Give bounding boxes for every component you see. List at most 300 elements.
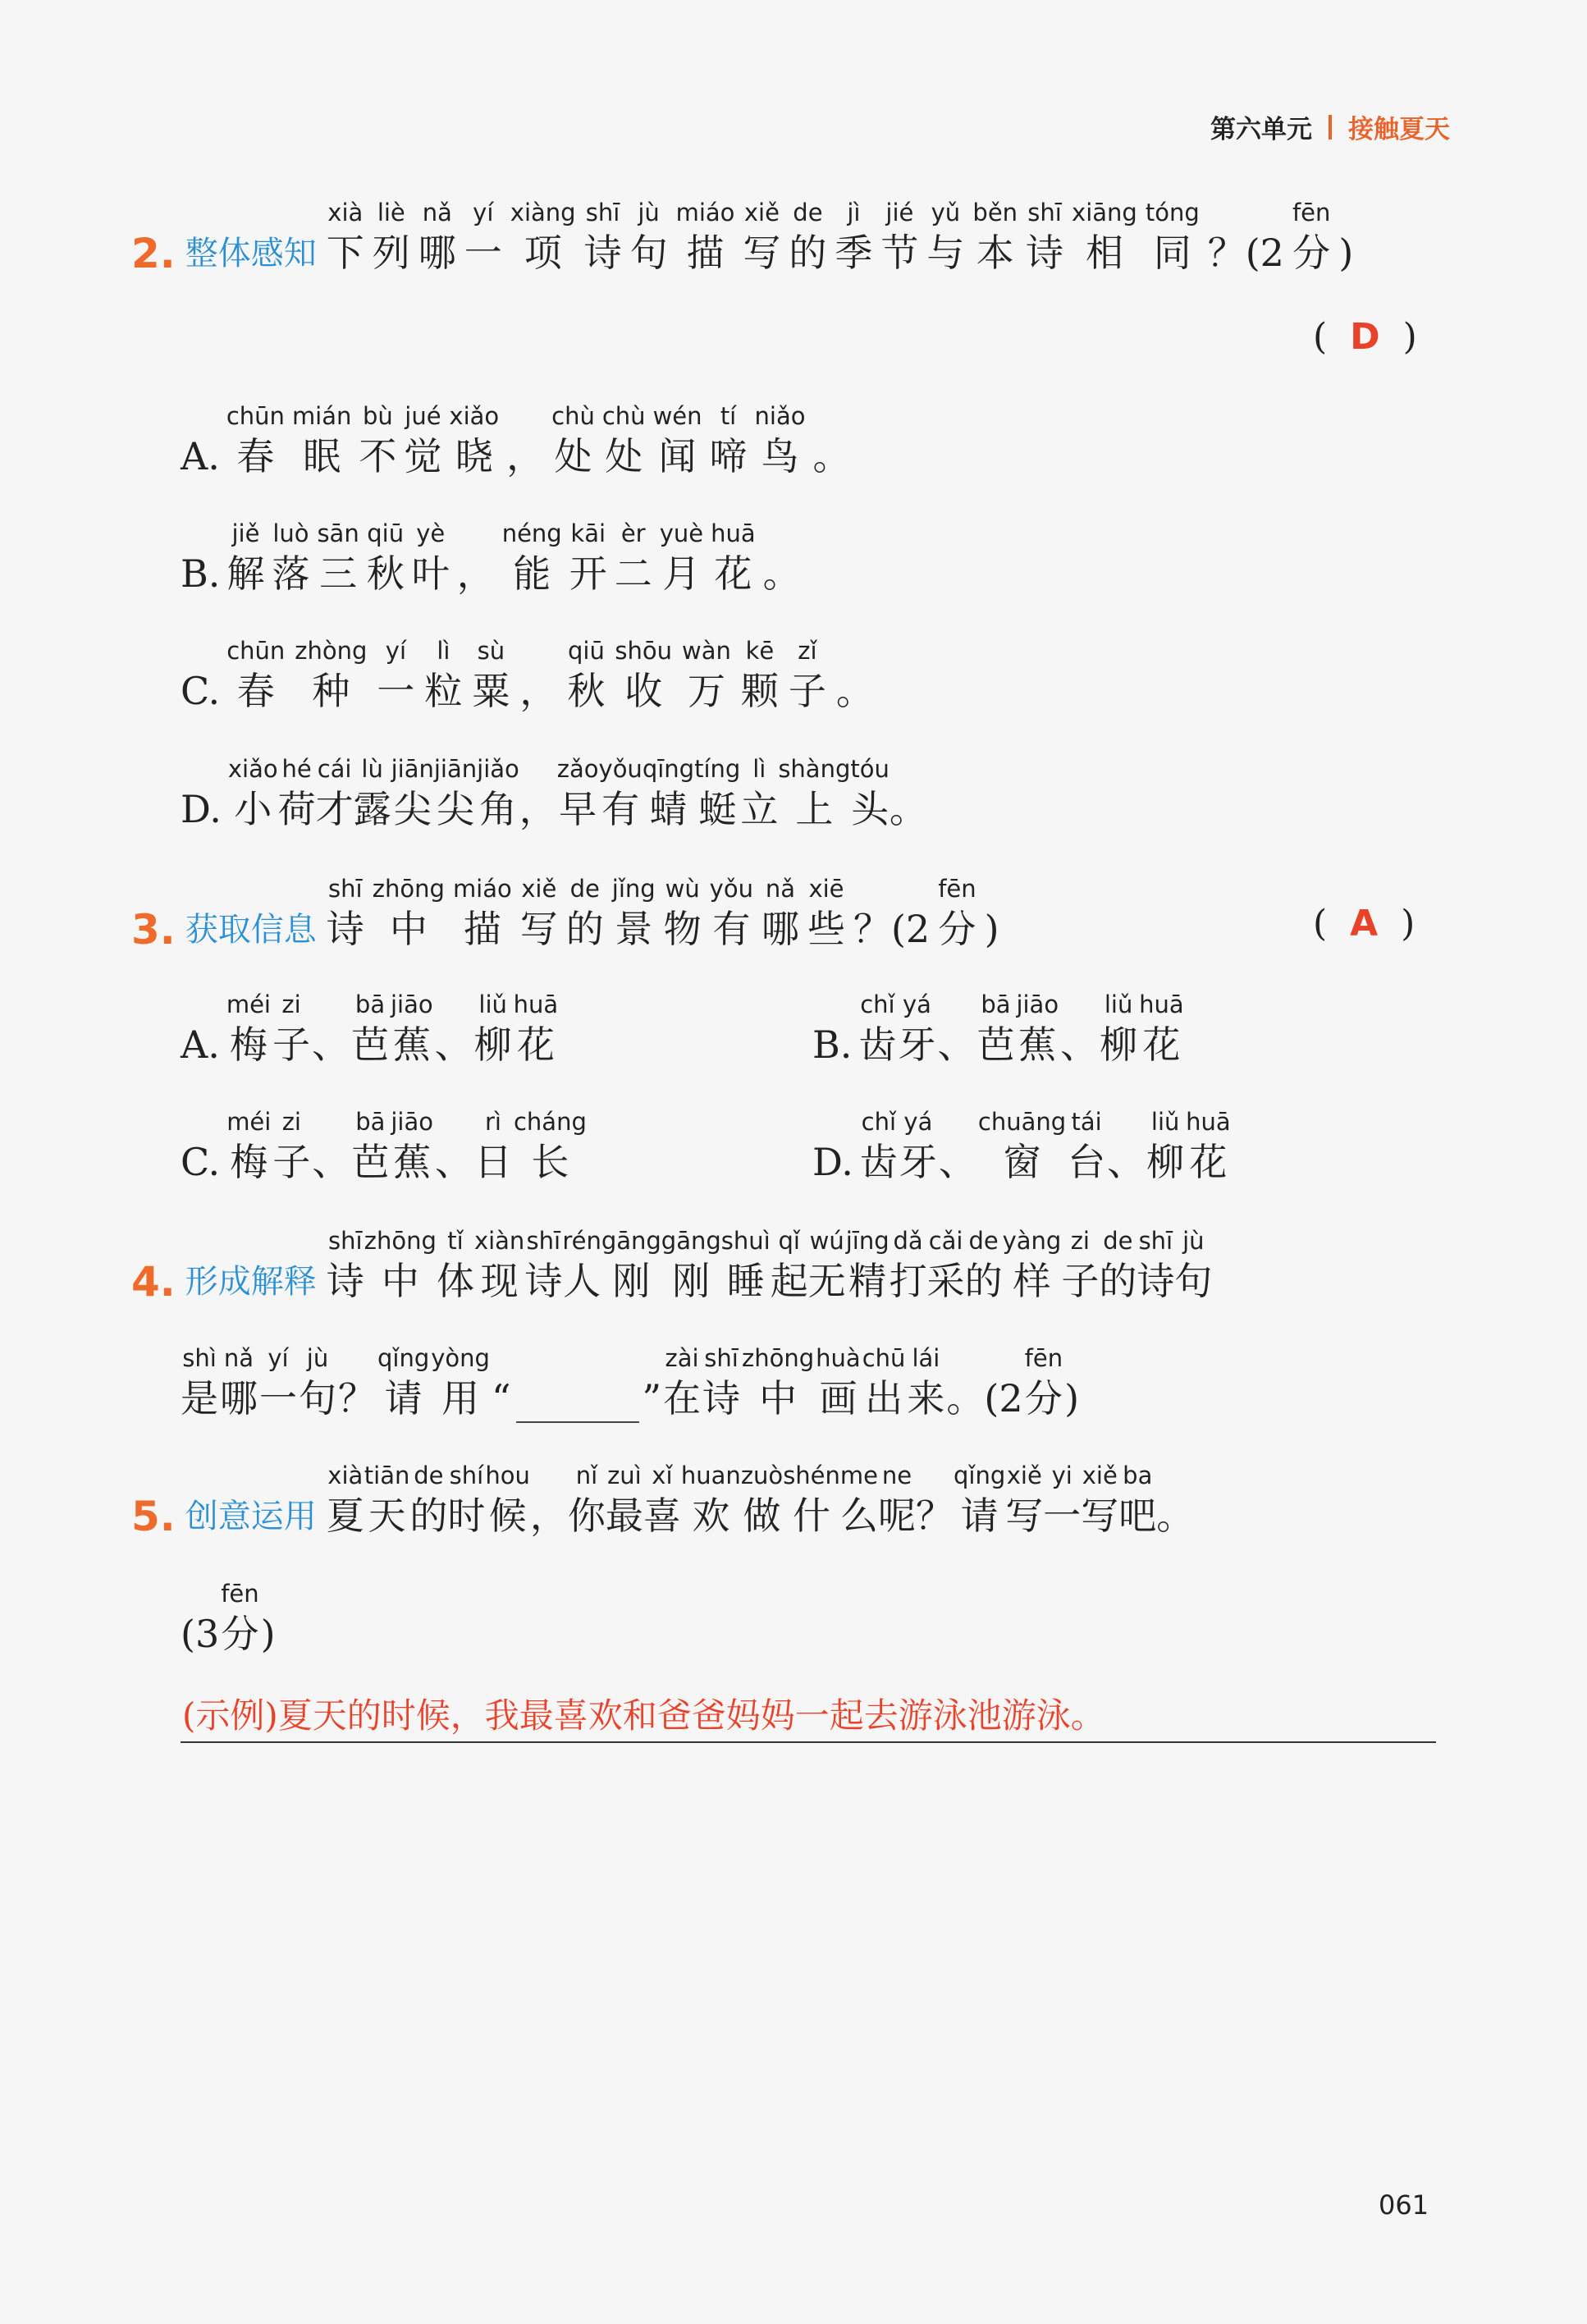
ruby-char	[373, 197, 410, 277]
header-divider	[1329, 115, 1332, 140]
ruby-char	[226, 635, 285, 716]
hanzi: 出	[865, 1376, 903, 1420]
hanzi: 一	[1043, 1494, 1082, 1538]
hanzi: (3	[181, 1612, 220, 1656]
pinyin: lì	[437, 637, 450, 665]
hanzi: 三	[319, 551, 358, 596]
pinyin: zuì	[607, 1462, 642, 1489]
q5-line1	[327, 1460, 1194, 1540]
pinyin: shén	[783, 1462, 840, 1489]
ruby-char	[519, 635, 557, 716]
pinyin: de	[569, 875, 600, 903]
q4-stem-line-1	[131, 1225, 1212, 1306]
pinyin: tóu	[850, 755, 890, 783]
hanzi: 子	[272, 1022, 310, 1067]
pinyin: yǔ	[931, 199, 961, 226]
ruby-char	[457, 518, 495, 598]
ruby-char	[1016, 989, 1059, 1069]
hanzi: 有	[601, 787, 640, 831]
ruby-char	[702, 1343, 740, 1423]
hanzi: 刚	[672, 1259, 711, 1303]
hanzi: 。	[1156, 1494, 1195, 1538]
ruby-char	[431, 1343, 490, 1423]
pinyin: tóng	[1145, 199, 1200, 226]
hanzi: ？(2	[1207, 231, 1284, 275]
pinyin: gāng	[601, 1227, 661, 1255]
ruby-char	[602, 400, 646, 481]
ruby-char	[435, 1106, 473, 1187]
ruby-char	[1118, 1460, 1156, 1540]
pinyin: tǐ	[447, 1227, 464, 1255]
pinyin: gāng	[661, 1227, 721, 1255]
option-text	[860, 1106, 1233, 1187]
pinyin: jù	[1182, 1227, 1205, 1255]
ruby-char	[926, 197, 964, 277]
pinyin: nǐ	[575, 1462, 598, 1489]
hanzi: 天	[368, 1494, 406, 1538]
hanzi: 头	[851, 787, 890, 831]
ruby-char	[846, 1225, 890, 1306]
ruby-char	[477, 753, 519, 834]
pinyin: yí	[385, 637, 407, 665]
pinyin: yòng	[431, 1344, 490, 1372]
q2-option-c	[181, 635, 884, 716]
hanzi: )	[1338, 231, 1354, 275]
hanzi: ？	[916, 1494, 954, 1538]
ruby-char	[771, 1225, 808, 1306]
hanzi: 、	[1107, 1140, 1146, 1184]
ruby-char	[741, 1460, 783, 1540]
pinyin: huā	[1139, 990, 1184, 1018]
hanzi: 哪	[761, 907, 799, 951]
q2-number: 2.	[131, 230, 176, 277]
hanzi: 分	[1292, 231, 1331, 275]
ruby-char	[1005, 1460, 1043, 1540]
pinyin: xiàn	[473, 1227, 525, 1255]
pinyin: qǐng	[954, 1462, 1006, 1489]
ruby-char	[562, 1225, 601, 1306]
ruby-char	[740, 753, 778, 834]
pinyin: zhōng	[372, 875, 445, 903]
ruby-char	[514, 1106, 587, 1187]
pinyin: luò	[272, 519, 309, 547]
ruby-char	[1072, 197, 1137, 277]
hanzi: 打	[889, 1259, 927, 1303]
hanzi: 吧	[1118, 1494, 1157, 1538]
hanzi: 解	[226, 551, 265, 596]
hanzi: 夏	[326, 1494, 364, 1538]
ruby-char	[858, 989, 896, 1069]
ruby-char	[783, 1460, 840, 1540]
ruby-char	[327, 1225, 364, 1306]
unit-label: 第六单元	[1210, 115, 1312, 144]
ruby-char	[741, 635, 779, 716]
ruby-char	[317, 518, 359, 598]
hanzi: 柳	[473, 1022, 512, 1067]
ruby-char	[404, 400, 441, 481]
ruby-char	[502, 518, 562, 598]
pinyin: chū	[862, 1344, 906, 1372]
ruby-char	[327, 1460, 364, 1540]
hanzi: 子	[272, 1140, 311, 1184]
hanzi: 季	[835, 231, 873, 275]
hanzi: 蕉	[393, 1140, 432, 1184]
ruby-char	[808, 1225, 846, 1306]
pinyin: qiū	[367, 519, 405, 547]
pinyin: jiān	[391, 755, 434, 783]
pinyin: huà	[816, 1344, 861, 1372]
ruby-char	[1107, 1106, 1145, 1187]
ruby-char	[836, 635, 874, 716]
pinyin: jù	[638, 199, 660, 226]
ruby-char	[181, 1578, 219, 1658]
ruby-char	[259, 1343, 297, 1423]
option-label: B.	[812, 1022, 853, 1067]
hanzi: 开	[569, 551, 607, 596]
hanzi: 二	[614, 551, 652, 596]
option-text	[228, 753, 927, 834]
hanzi: 。	[812, 434, 851, 478]
hanzi: 句	[299, 1376, 336, 1420]
hanzi: 分	[938, 907, 976, 951]
ruby-char	[1146, 1106, 1184, 1187]
hanzi: ，	[506, 434, 545, 478]
hanzi: 啼	[709, 434, 748, 478]
hanzi: 角	[478, 787, 517, 831]
pinyin: chù	[551, 402, 595, 430]
hanzi: 精	[848, 1259, 887, 1303]
ruby-char	[755, 400, 806, 481]
hanzi: ？	[338, 1376, 376, 1420]
q2-stem-line	[131, 197, 1361, 277]
pinyin: jiāo	[391, 990, 433, 1018]
pinyin: rén	[562, 1227, 601, 1255]
hanzi: 列	[372, 231, 410, 275]
hanzi: 采	[926, 1259, 965, 1303]
pinyin: nǎ	[422, 199, 452, 226]
q2-answer-box: ( D )	[1313, 316, 1417, 358]
ruby-char	[472, 635, 510, 716]
pinyin: jiǎo	[477, 755, 519, 783]
pinyin: bā	[981, 990, 1011, 1018]
pinyin: fēn	[1292, 199, 1331, 226]
ruby-char	[1025, 1343, 1063, 1423]
ruby-char	[860, 1106, 898, 1187]
hanzi: 。(2	[946, 1376, 1023, 1420]
pinyin: de	[414, 1462, 444, 1489]
hanzi: 节	[880, 231, 919, 275]
pinyin: jué	[405, 402, 441, 430]
ruby-char	[761, 873, 799, 954]
ruby-char	[351, 989, 389, 1069]
hanzi: 收	[624, 669, 663, 713]
pinyin: méi	[226, 990, 271, 1018]
ruby-char	[643, 1460, 681, 1540]
hanzi: 诗	[583, 231, 622, 275]
hanzi: 牙	[898, 1022, 936, 1067]
q4-type: 形成解释	[185, 1263, 317, 1301]
hanzi: 尖	[393, 787, 432, 831]
pinyin: yàng	[1002, 1227, 1062, 1255]
pinyin: chūn	[226, 402, 285, 430]
option-label: C.	[181, 1140, 221, 1184]
hanzi: 子	[788, 669, 826, 713]
ruby-char	[916, 1460, 954, 1540]
hanzi: 你	[567, 1494, 606, 1538]
pinyin: tiān	[364, 1462, 410, 1489]
ruby-char	[492, 1343, 511, 1423]
q3-answer: A	[1350, 903, 1379, 945]
option-text	[226, 635, 884, 716]
hanzi: 人	[563, 1259, 601, 1303]
hanzi: 景	[615, 907, 653, 951]
hanzi: 。	[889, 787, 927, 831]
pinyin: de	[1103, 1227, 1133, 1255]
hanzi: 写	[519, 907, 558, 951]
ruby-char	[354, 753, 391, 834]
ruby-char	[377, 635, 414, 716]
pinyin: de	[968, 1227, 999, 1255]
q4-line1	[327, 1225, 1213, 1306]
hanzi: 落	[272, 551, 310, 596]
hanzi: 一	[377, 669, 415, 713]
ruby-char	[338, 1343, 376, 1423]
pinyin: niǎo	[754, 402, 806, 430]
hanzi: 描	[686, 231, 725, 275]
ruby-char	[226, 1106, 271, 1187]
q3-option-d	[812, 1106, 1233, 1187]
ruby-char	[551, 400, 595, 481]
pinyin: yá	[902, 990, 931, 1018]
hanzi: 相	[1085, 231, 1123, 275]
pinyin: zài	[665, 1344, 699, 1372]
ruby-char	[299, 1343, 336, 1423]
pinyin: yí	[473, 199, 494, 226]
ruby-char	[359, 400, 396, 481]
ruby-char	[530, 1460, 568, 1540]
hanzi: 窗	[1003, 1140, 1041, 1184]
q2-option-a	[181, 400, 858, 481]
ruby-char	[606, 1460, 643, 1540]
ruby-char	[682, 635, 731, 716]
hanzi: ？(2	[853, 907, 931, 951]
q3-number: 3.	[131, 906, 176, 954]
hanzi: 下	[326, 231, 364, 275]
pinyin: shī	[328, 1227, 363, 1255]
hanzi: 月	[662, 551, 701, 596]
hanzi: 才	[315, 787, 354, 831]
q5-type: 创意运用	[185, 1498, 317, 1535]
page-number: 061	[1379, 2189, 1429, 2221]
hanzi: 是	[181, 1376, 218, 1420]
pinyin: qǐ	[778, 1227, 800, 1255]
hanzi: 一	[259, 1376, 297, 1420]
hanzi: 能	[513, 551, 551, 596]
option-label: D.	[812, 1140, 853, 1184]
ruby-char	[599, 753, 643, 834]
hanzi: 的	[565, 907, 604, 951]
hanzi: 呢	[878, 1494, 916, 1538]
pinyin: miáo	[675, 199, 735, 226]
ruby-char	[965, 1225, 1003, 1306]
hanzi: 齿	[858, 1022, 897, 1067]
ruby-char	[181, 1343, 218, 1423]
hanzi: 上	[795, 787, 834, 831]
hanzi: 花	[1189, 1140, 1228, 1184]
option-text	[226, 518, 807, 598]
pinyin: shì	[182, 1344, 217, 1372]
pinyin: lì	[752, 755, 766, 783]
ruby-char	[447, 1460, 485, 1540]
ruby-char	[295, 635, 367, 716]
ruby-char	[615, 518, 652, 598]
hanzi: 花	[1142, 1022, 1181, 1067]
ruby-char	[272, 989, 310, 1069]
pinyin: zi	[281, 990, 301, 1018]
pinyin: shí	[449, 1462, 484, 1489]
hanzi: 些	[807, 907, 845, 951]
ruby-char	[615, 635, 672, 716]
pinyin: miáo	[452, 875, 512, 903]
ruby-char	[434, 753, 477, 834]
hanzi: 柳	[1146, 1140, 1185, 1184]
hanzi: 么	[839, 1494, 878, 1538]
hanzi: 芭	[351, 1140, 390, 1184]
ruby-char	[435, 989, 473, 1069]
hanzi: 粒	[424, 669, 463, 713]
hanzi: 句	[1174, 1259, 1213, 1303]
pinyin: huā	[711, 519, 756, 547]
ruby-char	[972, 197, 1018, 277]
hanzi: 、	[938, 1140, 976, 1184]
ruby-char	[520, 873, 558, 954]
hanzi: 秋	[366, 551, 405, 596]
ruby-char	[907, 1343, 944, 1423]
hanzi: 芭	[976, 1022, 1015, 1067]
hanzi: 什	[793, 1494, 831, 1538]
ruby-char	[418, 197, 456, 277]
pinyin: néng	[501, 519, 562, 547]
pinyin: jiāo	[1016, 990, 1059, 1018]
hanzi: 现	[480, 1259, 519, 1303]
pinyin: jiě	[231, 519, 260, 547]
ruby-char	[1081, 1460, 1118, 1540]
hanzi: 花	[516, 1022, 555, 1067]
ruby-char	[327, 197, 364, 277]
ruby-char	[1100, 989, 1137, 1069]
pinyin: jié	[885, 199, 914, 226]
hanzi: 梅	[230, 1140, 268, 1184]
pinyin: ne	[881, 1462, 912, 1489]
pinyin: zhōng	[742, 1344, 815, 1372]
pinyin: jù	[306, 1344, 329, 1372]
pinyin: nǎ	[765, 875, 796, 903]
ruby-char	[557, 753, 599, 834]
hanzi: 刚	[612, 1259, 651, 1303]
ruby-char	[850, 753, 890, 834]
pinyin: qǐng	[377, 1344, 430, 1372]
ruby-char	[890, 1225, 927, 1306]
hanzi: 睡	[726, 1259, 765, 1303]
answer-blank[interactable]	[516, 1382, 639, 1423]
ruby-char	[1208, 197, 1284, 277]
hanzi: 诗	[1137, 1259, 1175, 1303]
q3-option-b	[812, 989, 1186, 1069]
ruby-char	[292, 400, 351, 481]
q2-option-d	[181, 753, 927, 834]
ruby-char	[878, 1460, 916, 1540]
ruby-char	[711, 518, 756, 598]
hanzi: 万	[687, 669, 725, 713]
hanzi: 长	[531, 1140, 569, 1184]
ruby-char	[663, 1343, 701, 1423]
ruby-char	[364, 1460, 410, 1540]
ruby-char	[1026, 197, 1063, 277]
pinyin: qiū	[567, 637, 605, 665]
ruby-char	[927, 1225, 965, 1306]
ruby-char	[946, 1343, 1022, 1423]
unit-header	[1210, 108, 1450, 145]
ruby-char	[1174, 1225, 1212, 1306]
pinyin: sù	[477, 637, 505, 665]
q5-stem-line-1	[131, 1460, 1194, 1540]
ruby-char	[312, 989, 350, 1069]
answer-line[interactable]	[181, 1741, 1436, 1743]
ruby-char	[601, 1225, 661, 1306]
pinyin: chūn	[226, 637, 286, 665]
ruby-char	[566, 873, 604, 954]
ruby-char	[743, 197, 780, 277]
pinyin: yi	[1051, 1462, 1072, 1489]
hanzi: 画	[819, 1376, 858, 1420]
hanzi: 处	[605, 434, 643, 478]
pinyin: zi	[281, 1108, 301, 1136]
pinyin: huā	[513, 990, 559, 1018]
pinyin: zhòng	[295, 637, 368, 665]
pinyin: shī	[1027, 199, 1062, 226]
pinyin: fēn	[938, 875, 976, 903]
pinyin: xià	[327, 199, 364, 226]
pinyin: wén	[652, 402, 702, 430]
ruby-char	[681, 1460, 741, 1540]
ruby-char	[391, 753, 434, 834]
hanzi: 物	[663, 907, 702, 951]
pinyin: bā	[354, 990, 386, 1018]
pinyin: jiān	[433, 755, 478, 783]
ruby-char	[409, 1460, 447, 1540]
ruby-char	[391, 989, 433, 1069]
ruby-char	[327, 873, 364, 954]
hanzi: 立	[740, 787, 779, 831]
hanzi: )	[260, 1612, 276, 1656]
hanzi: 春	[236, 434, 275, 478]
option-label: A.	[181, 434, 220, 478]
ruby-char	[612, 873, 656, 954]
option-label: B.	[181, 551, 221, 596]
hanzi: 无	[807, 1259, 846, 1303]
hanzi: 齿	[859, 1140, 898, 1184]
ruby-char	[567, 635, 605, 716]
hanzi: 蜻	[649, 787, 688, 831]
ruby-char	[630, 197, 668, 277]
hanzi: 秋	[567, 669, 606, 713]
ruby-char	[643, 753, 694, 834]
ruby-char	[485, 1460, 530, 1540]
ruby-char	[1061, 1225, 1099, 1306]
hanzi: 荷	[277, 787, 316, 831]
q3-type: 获取信息	[185, 911, 317, 949]
hanzi: 早	[559, 787, 597, 831]
